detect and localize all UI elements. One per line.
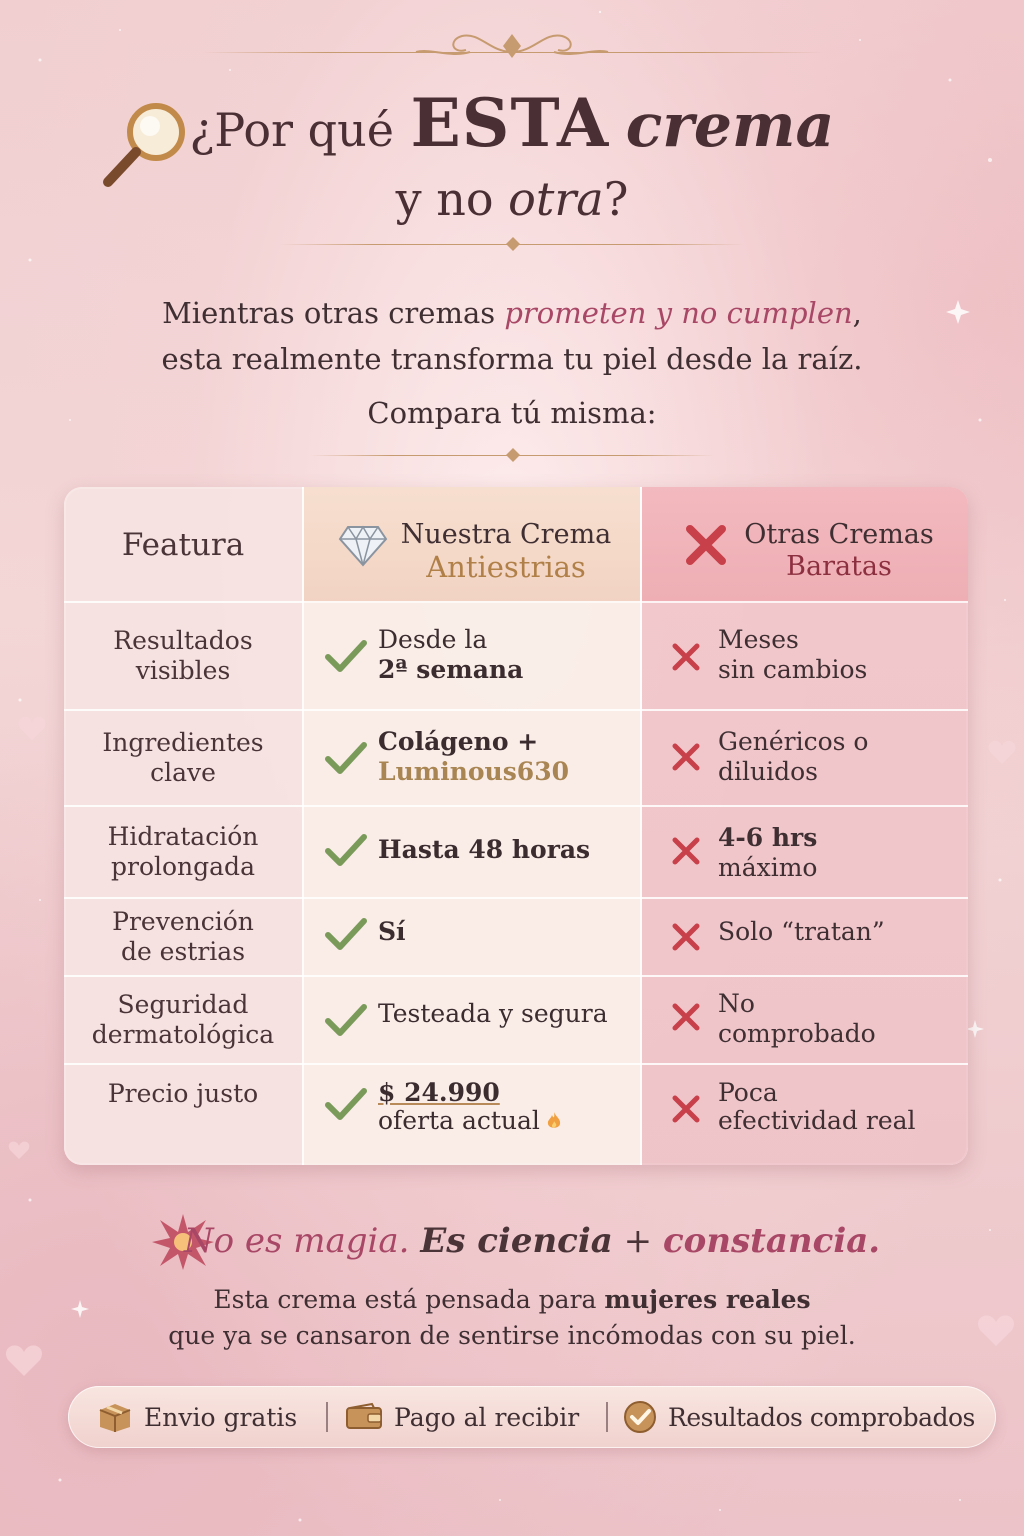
others-value: Genéricos o <box>718 727 869 756</box>
divider-diamond <box>506 448 520 462</box>
feature-cell <box>64 1065 302 1165</box>
ours-value: Desde la <box>378 625 488 654</box>
x-icon <box>670 1001 702 1033</box>
x-icon <box>670 741 702 773</box>
feature-label: dermatológica <box>91 1020 275 1049</box>
table-row <box>64 977 968 1063</box>
header-others-line2: Baratas <box>786 551 892 582</box>
table-row <box>64 603 968 709</box>
title-prefix: ¿Por qué <box>189 103 394 157</box>
sub-line2: que ya se cansaron de sentirse incómodas con su piel. <box>168 1321 856 1350</box>
table-row <box>64 807 968 897</box>
ours-cell <box>304 711 640 805</box>
header-ours-line1: Nuestra Crema <box>400 519 612 550</box>
header-ours <box>304 487 640 603</box>
title-line2-suffix: ? <box>603 172 629 226</box>
tagline-part3: constancia. <box>662 1221 881 1261</box>
row-divider <box>64 805 968 807</box>
check-icon <box>324 741 368 775</box>
intro-line1-prefix: Mientras otras cremas <box>162 296 496 330</box>
x-icon <box>670 835 702 867</box>
ours-value: Colágeno + <box>378 727 539 756</box>
divider-diamond <box>506 237 520 251</box>
title-emphasis: ESTA <box>410 84 610 162</box>
ours-cell <box>304 603 640 709</box>
others-value: comprobado <box>718 1019 876 1048</box>
header-others <box>642 487 968 603</box>
ours-value: Luminous630 <box>378 757 569 786</box>
others-cell <box>642 899 968 975</box>
feature-label: Precio justo <box>107 1079 259 1108</box>
header-ours-line2: Antiestrias <box>426 550 586 584</box>
check-icon <box>324 639 368 673</box>
benefit-label: Envio gratis <box>144 1402 298 1432</box>
tagline-part1: No es magia. <box>183 1221 410 1261</box>
row-divider <box>64 1063 968 1065</box>
check-icon <box>324 1003 368 1037</box>
table-row <box>64 711 968 805</box>
feature-cell <box>64 899 302 975</box>
ours-cell <box>304 899 640 975</box>
verified-check-icon <box>622 1399 658 1435</box>
flame-icon <box>546 1111 562 1131</box>
x-icon <box>670 1093 702 1125</box>
others-cell <box>642 977 968 1063</box>
row-divider <box>64 601 968 603</box>
others-cell <box>642 711 968 805</box>
comparison-table <box>64 487 968 1165</box>
title-line2-italic: otra <box>508 172 604 226</box>
benefits-bar <box>68 1386 996 1448</box>
sub-line1-prefix: Esta crema está pensada para <box>213 1285 597 1314</box>
check-icon <box>324 1087 368 1121</box>
others-value: sin cambios <box>718 655 868 684</box>
title-italic: crema <box>625 91 835 161</box>
header-others-line1: Otras Cremas <box>744 519 934 550</box>
tagline-plus: + <box>612 1221 663 1261</box>
intro-accent: prometen y no cumplen <box>504 296 853 330</box>
row-divider <box>64 709 968 711</box>
ours-value: 2ª semana <box>378 655 524 684</box>
others-value: Meses <box>718 625 799 654</box>
others-value: diluidos <box>718 757 818 786</box>
intro-text <box>0 290 1024 436</box>
feature-cell <box>64 977 302 1063</box>
others-cell <box>642 807 968 897</box>
ours-value: Testeada y segura <box>378 999 608 1028</box>
feature-cell <box>64 711 302 805</box>
feature-label: clave <box>150 758 216 787</box>
feature-label: de estrias <box>120 937 246 966</box>
check-icon <box>324 833 368 867</box>
diamond-icon <box>338 523 388 567</box>
others-value: máximo <box>718 853 818 882</box>
feature-label: Resultados <box>113 626 253 655</box>
benefit-shipping <box>96 1386 297 1448</box>
feature-cell <box>64 807 302 897</box>
others-value: No <box>718 989 755 1018</box>
ours-value: Hasta 48 horas <box>378 835 591 864</box>
table-row <box>64 1065 968 1165</box>
price-value: $ 24.990 <box>378 1078 500 1107</box>
others-cell <box>642 603 968 709</box>
tagline-part2: Es ciencia <box>420 1221 613 1261</box>
ours-value: oferta actual <box>378 1106 540 1135</box>
benefit-label: Resultados comprobados <box>668 1402 975 1432</box>
intro-line2: esta realmente transforma tu piel desde la raíz. <box>161 342 863 376</box>
feature-label: visibles <box>135 656 231 685</box>
page-title <box>0 84 1024 231</box>
separator <box>606 1402 608 1432</box>
ours-cell <box>304 1065 640 1165</box>
tagline <box>0 1216 1024 1266</box>
benefit-payment <box>344 1386 579 1448</box>
feature-cell <box>64 603 302 709</box>
feature-label: Hidratación <box>107 822 259 851</box>
benefit-results <box>622 1386 975 1448</box>
ours-value: Sí <box>378 917 406 946</box>
header-feature: Featura <box>121 527 245 563</box>
feature-label: prolongada <box>111 852 255 881</box>
others-value: efectividad real <box>718 1106 916 1135</box>
x-icon <box>670 921 702 953</box>
sub-line1-bold: mujeres reales <box>604 1285 811 1314</box>
row-divider <box>64 975 968 977</box>
intro-compare: Compara tú misma: <box>367 396 657 430</box>
feature-label: Prevención <box>112 907 254 936</box>
x-icon <box>670 641 702 673</box>
ours-cell <box>304 807 640 897</box>
others-value: Solo “tratan” <box>718 917 885 946</box>
ours-cell <box>304 977 640 1063</box>
subtext <box>0 1282 1024 1354</box>
separator <box>326 1402 328 1432</box>
check-icon <box>324 917 368 951</box>
feature-label: Seguridad <box>117 990 249 1019</box>
table-row <box>64 899 968 975</box>
feature-label: Ingredientes <box>102 728 264 757</box>
box-icon <box>96 1401 134 1433</box>
intro-line1-suffix: , <box>852 296 862 330</box>
title-line2-prefix: y no <box>395 172 494 226</box>
others-cell <box>642 1065 968 1165</box>
others-value: 4-6 hrs <box>718 823 818 852</box>
wallet-icon <box>344 1402 384 1432</box>
top-ornament <box>410 22 614 62</box>
row-divider <box>64 897 968 899</box>
benefit-label: Pago al recibir <box>394 1402 580 1432</box>
others-value: Poca <box>718 1078 778 1107</box>
